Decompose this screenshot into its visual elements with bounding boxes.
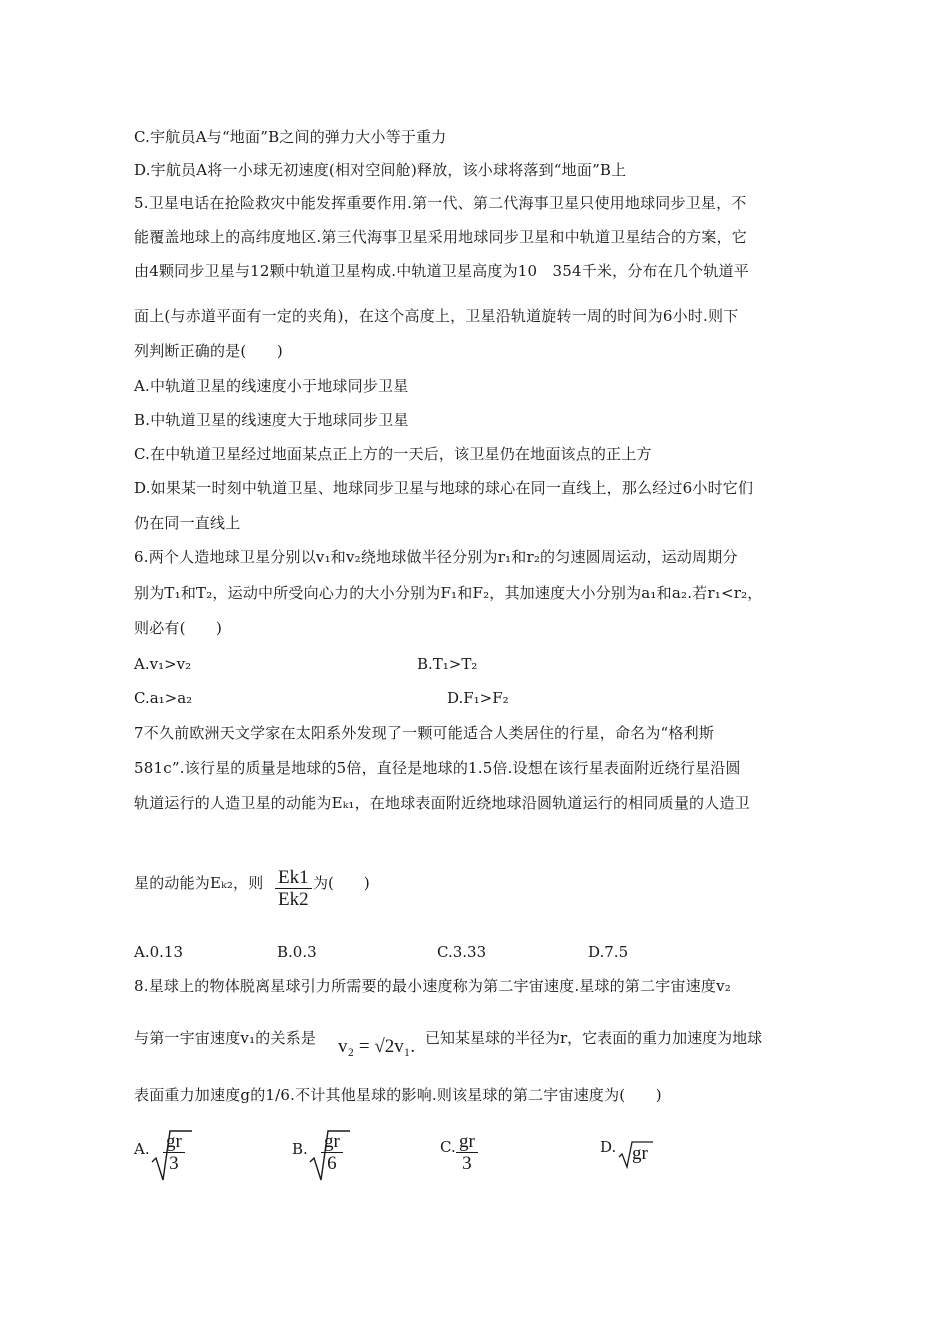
q8-stem-line-2-post: 已知某星球的半径为r，它表面的重力加速度为地球 (425, 1029, 763, 1047)
q7-option-d: D.7.5 (588, 943, 629, 961)
q7-stem-line-2: 581c”.该行星的质量是地球的5倍，直径是地球的1.5倍.设想在该行星表面附近绕行星沿圆 (134, 759, 741, 777)
q8-stem-line-3: 表面重力加速度g的1/6.不计其他星球的影响.则该星球的第二宇宙速度为( ) (134, 1086, 662, 1104)
q5-option-d-line-2: 仍在同一直线上 (134, 514, 241, 532)
q8-velocity-formula: v₂ = √2v₁. (338, 1036, 416, 1057)
q5-stem-line-2: 能覆盖地球上的高纬度地区.第三代海事卫星采用地球同步卫星和中轨道卫星结合的方案，它 (134, 228, 747, 246)
q6-stem-line-1: 6.两个人造地球卫星分别以v₁和v₂绕地球做半径分别为r₁和r₂的匀速圆周运动，运动周期分 (134, 548, 738, 566)
q5-option-c: C.在中轨道卫星经过地面某点正上方的一天后，该卫星仍在地面该点的正上方 (134, 445, 652, 463)
q5-stem-line-3: 由4颗同步卫星与12颗中轨道卫星构成.中轨道卫星高度为10 354千米，分布在几个轨道平 (134, 262, 749, 280)
q7-energy-ratio (275, 868, 312, 911)
q5-option-b: B.中轨道卫星的线速度大于地球同步卫星 (134, 411, 409, 429)
q8-option-b-fraction (321, 1132, 343, 1175)
q8-option-c-fraction (456, 1132, 478, 1175)
q6-stem-line-2: 别为T₁和T₂，运动中所受向心力的大小分别为F₁和F₂，其加速度大小分别为a₁和a₂.若r₁<r₂， (134, 584, 763, 602)
q5-option-d-line-1: D.如果某一时刻中轨道卫星、地球同步卫星与地球的球心在同一直线上，那么经过6小时它们 (134, 479, 754, 497)
q6-option-d: D.F₁>F₂ (447, 689, 509, 707)
q7-option-a: A.0.13 (134, 943, 183, 961)
q8-option-b-denominator: 6 (327, 1153, 337, 1175)
q8-option-b-label: B. (292, 1140, 308, 1158)
q7-stem-line-4-pre: 星的动能为Eₖ₂，则 (134, 874, 264, 892)
q5-stem-line-5: 列判断正确的是( ) (134, 342, 283, 360)
q8-option-a-numerator: gr (166, 1131, 182, 1152)
q7-stem-line-1: 7不久前欧洲天文学家在太阳系外发现了一颗可能适合人类居住的行星，命名为“格利斯 (134, 724, 715, 742)
q8-stem-line-1: 8.星球上的物体脱离星球引力所需要的最小速度称为第二宇宙速度.星球的第二宇宙速度v₂ (134, 977, 731, 995)
q6-stem-line-3: 则必有( ) (134, 619, 223, 637)
q8-option-c-label: C. (440, 1138, 456, 1156)
q7-ratio-denominator: Ek2 (278, 889, 309, 911)
q8-option-b-numerator: gr (324, 1131, 340, 1152)
q8-option-d-label: D. (600, 1138, 617, 1156)
q6-option-c: C.a₁>a₂ (134, 689, 193, 707)
q5-option-a: A.中轨道卫星的线速度小于地球同步卫星 (134, 377, 409, 395)
q8-option-a-label: A. (134, 1140, 150, 1158)
q5-stem-line-1: 5.卫星电话在抢险救灾中能发挥重要作用.第一代、第二代海事卫星只使用地球同步卫星，不 (134, 194, 747, 212)
q8-stem-line-2-pre: 与第一宇宙速度v₁的关系是 (134, 1029, 317, 1047)
q7-stem-line-4-post: 为( ) (313, 874, 370, 892)
q4-option-c: C.宇航员A与“地面”B之间的弹力大小等于重力 (134, 128, 447, 146)
q7-ratio-numerator: Ek1 (278, 867, 309, 888)
q8-option-d-value: gr (632, 1143, 648, 1164)
q6-option-a: A.v₁>v₂ (134, 655, 192, 673)
q8-option-a-fraction (163, 1132, 185, 1175)
q8-option-a-denominator: 3 (169, 1153, 179, 1175)
q6-option-b: B.T₁>T₂ (417, 655, 478, 673)
q7-option-c: C.3.33 (437, 943, 487, 961)
q5-stem-line-4: 面上(与赤道平面有一定的夹角)，在这个高度上，卫星沿轨道旋转一周的时间为6小时.则下 (134, 307, 739, 325)
q7-option-b: B.0.3 (277, 943, 317, 961)
q4-option-d: D.宇航员A将一小球无初速度(相对空间舱)释放，该小球将落到“地面”B上 (134, 161, 627, 179)
q8-option-c-denominator: 3 (462, 1153, 472, 1175)
q8-option-c-numerator: gr (459, 1131, 475, 1152)
q7-stem-line-3: 轨道运行的人造卫星的动能为Eₖ₁，在地球表面附近绕地球沿圆轨道运行的相同质量的人造卫 (134, 794, 750, 812)
